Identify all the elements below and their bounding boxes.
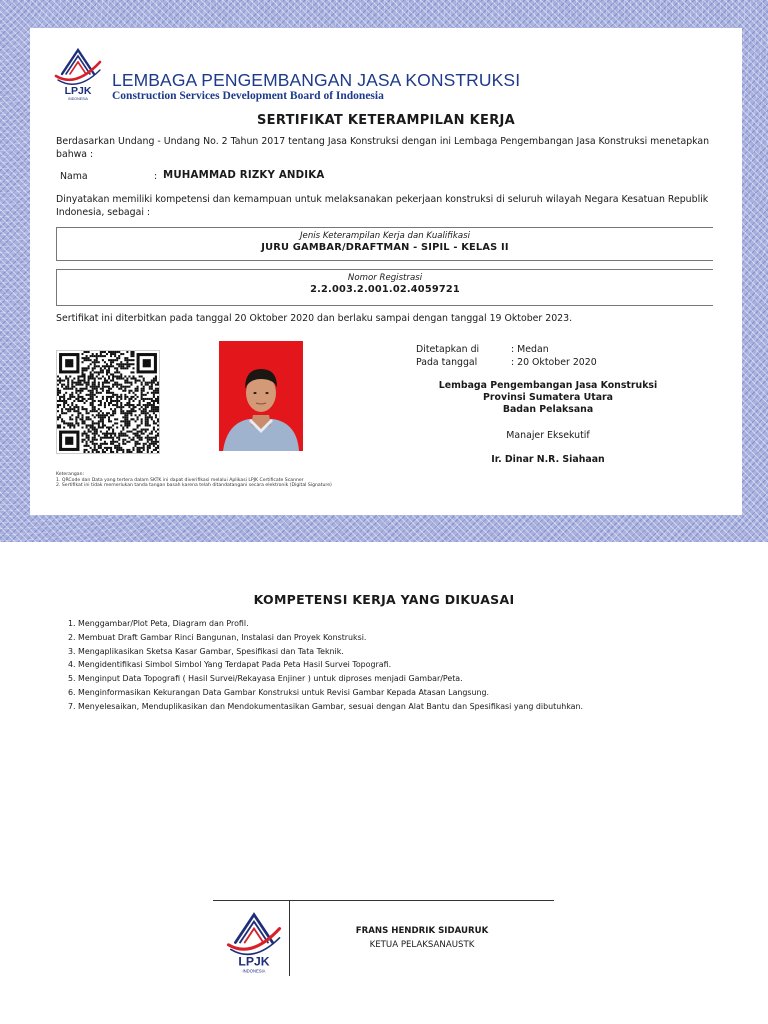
person-portrait-icon: [219, 341, 303, 451]
footer-rule: [213, 900, 554, 901]
footer-signatory-name: FRANS HENDRIK SIDAURUK: [355, 926, 489, 936]
certificate-title: SERTIFIKAT KETERAMPILAN KERJA: [257, 113, 515, 128]
competencies-title: KOMPETENSI KERJA YANG DIKUASAI: [253, 592, 515, 607]
list-item: 2. Membuat Draft Gambar Rinci Bangunan, Instalasi dan Proyek Konstruksi.: [68, 632, 367, 642]
signatory-name: Ir. Dinar N.R. Siahaan: [491, 454, 605, 465]
qualification-box: [56, 227, 713, 261]
registration-box: [56, 269, 713, 306]
list-item: 7. Menyelesaikan, Menduplikasikan dan Mendokumentasikan Gambar, sesuai dengan Alat Bantu dan Spesifikasi yang dibutuhkan.: [68, 701, 583, 711]
lpjk-footer-logo-icon: [222, 903, 286, 975]
place-label: Ditetapkan di: [416, 344, 480, 355]
list-item: 1. Menggambar/Plot Peta, Diagram dan Profil.: [68, 619, 249, 628]
logo-abbr: LPJK: [64, 85, 92, 97]
holder-name: MUHAMMAD RIZKY ANDIKA: [163, 170, 325, 181]
date-value: : 20 Oktober 2020: [511, 357, 597, 368]
name-colon: :: [154, 171, 158, 182]
list-item: 6. Menginformasikan Kekurangan Data Gambar Konstruksi untuk Revisi Gambar Kepada Atasan Langsung.: [68, 687, 490, 697]
registration-number: 2.2.003.2.001.02.4059721: [310, 284, 460, 295]
qr-code-icon[interactable]: [56, 350, 160, 454]
footer-signatory-role: KETUA PELAKSANAUSTK: [369, 940, 475, 950]
qualification-caption: Jenis Keterampilan Kerja dan Kualifikasi: [300, 231, 470, 241]
list-item: 5. Menginput Data Topografi ( Hasil Survei/Rekayasa Enjiner ) untuk diproses menjadi Gambar/Peta.: [68, 674, 463, 684]
logo-country: INDONESIA: [68, 97, 88, 101]
signatory-position: Manajer Eksekutif: [506, 430, 590, 441]
qualification-value: JURU GAMBAR/DRAFTMAN - SIPIL - KELAS II: [261, 242, 509, 253]
validity-text: Sertifikat ini diterbitkan pada tanggal 20 Oktober 2020 dan berlaku sampai dengan tanggal 19 Oktober 2023.: [56, 313, 573, 324]
org-name-english: Construction Services Development Board of Indonesia: [112, 90, 384, 102]
holder-photo: [219, 341, 303, 451]
footer-divider: [289, 900, 290, 976]
issuer-line-1: Lembaga Pengembangan Jasa Konstruksi: [438, 380, 658, 391]
footer-logo-country: INDONESIA: [242, 968, 266, 974]
list-item: 4. Mengidentifikasi Simbol Simbol Yang Terdapat Pada Peta Hasil Survei Topografi.: [68, 660, 392, 670]
issuer-line-2: Provinsi Sumatera Utara: [483, 392, 613, 403]
place-value: : Medan: [511, 344, 549, 355]
registration-caption: Nomor Registrasi: [347, 273, 423, 283]
notes-item-2: 2. Sertifikat ini tidak memerlukan tanda tangan basah karena telah ditandatangani secara elektronik (Digital Signature): [56, 483, 332, 489]
statement-paragraph: Dinyatakan memiliki kompetensi dan kemampuan untuk melaksanakan pekerjaan konstruksi di seluruh wilayah Negara Kesatuan Republik Indonesia, sebagai :: [56, 194, 709, 218]
notes-heading: Keterangan:: [56, 472, 85, 477]
issuer-line-3: Badan Pelaksana: [502, 404, 594, 415]
name-label: Nama: [60, 171, 88, 182]
intro-paragraph: Berdasarkan Undang - Undang No. 2 Tahun 2017 tentang Jasa Konstruksi dengan ini Lembaga Pengembangan Jasa Konstruksi menetapkan bahwa :: [56, 136, 710, 160]
notes-block: [56, 472, 332, 489]
lpjk-logo-icon: [52, 40, 104, 102]
notes-item-1: 1. QRCode dan Data yang tertera dalam SKTK ini dapat diverifikasi melalui Aplikasi LPJK Certificate Scanner: [56, 477, 304, 483]
footer-logo-abbr: LPJK: [238, 954, 270, 969]
list-item: 3. Mengaplikasikan Sketsa Kasar Gambar, Spesifikasi dan Tata Teknik.: [68, 646, 344, 656]
competencies-list: [68, 617, 583, 714]
date-label: Pada tanggal: [416, 357, 478, 368]
certificate-panel: [30, 28, 742, 515]
org-name: LEMBAGA PENGEMBANGAN JASA KONSTRUKSI: [112, 70, 521, 90]
